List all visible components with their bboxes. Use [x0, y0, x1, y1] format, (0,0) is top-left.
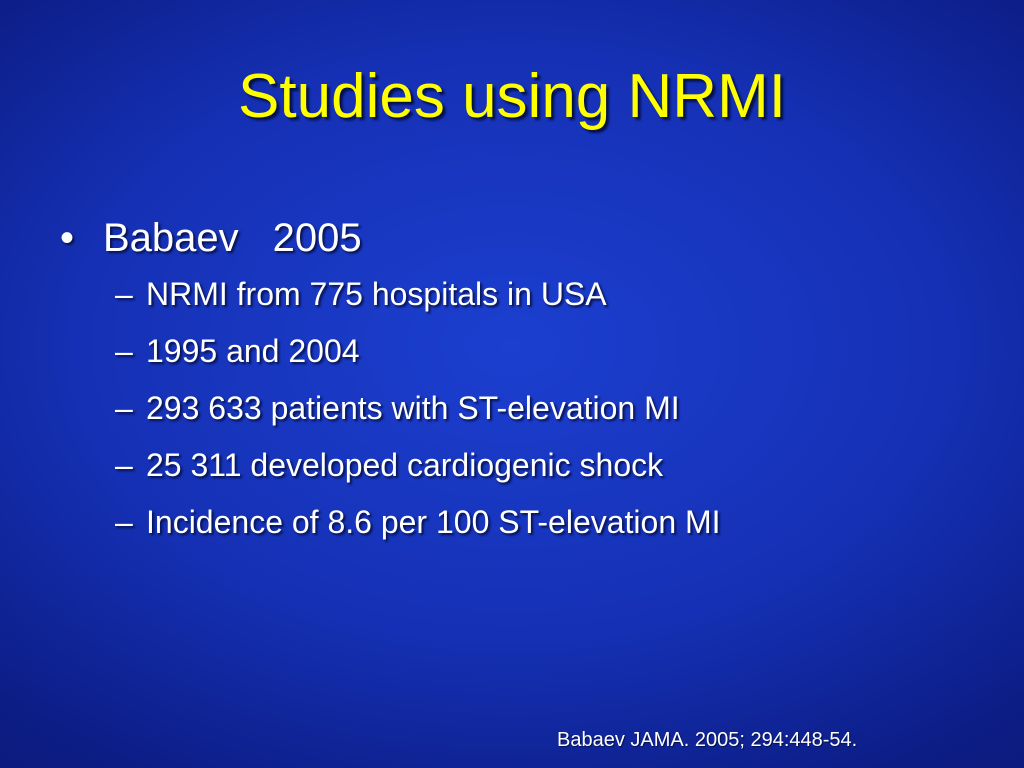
dash-marker: – — [115, 333, 133, 369]
dash-marker: – — [115, 276, 133, 312]
bullet-item — [60, 212, 990, 264]
sub-bullet-text: 293 633 patients with ST-elevation MI — [146, 390, 680, 426]
sub-bullet-text: 25 311 developed cardiogenic shock — [146, 447, 664, 483]
sub-bullet-item — [60, 500, 990, 557]
slide-content — [60, 212, 990, 557]
dash-marker: – — [115, 390, 133, 426]
bullet-marker: • — [60, 216, 75, 260]
sub-bullet-item — [60, 386, 990, 443]
bullet-author: Babaev — [103, 216, 239, 260]
bullet-year: 2005 — [272, 216, 362, 260]
citation: Babaev JAMA. 2005; 294:448-54. — [557, 729, 858, 751]
sub-bullet-item — [60, 329, 990, 386]
sub-bullet-item — [60, 272, 990, 329]
sub-bullet-text: NRMI from 775 hospitals in USA — [146, 276, 607, 312]
bullet-text — [103, 212, 362, 264]
slide-title: Studies using NRMI — [238, 62, 786, 131]
sub-bullet-text: 1995 and 2004 — [146, 333, 360, 369]
sub-bullet-text: Incidence of 8.6 per 100 ST-elevation MI — [146, 504, 721, 540]
dash-marker: – — [115, 447, 133, 483]
sub-bullet-item — [60, 443, 990, 500]
dash-marker: – — [115, 504, 133, 540]
sub-bullet-list — [60, 272, 990, 557]
